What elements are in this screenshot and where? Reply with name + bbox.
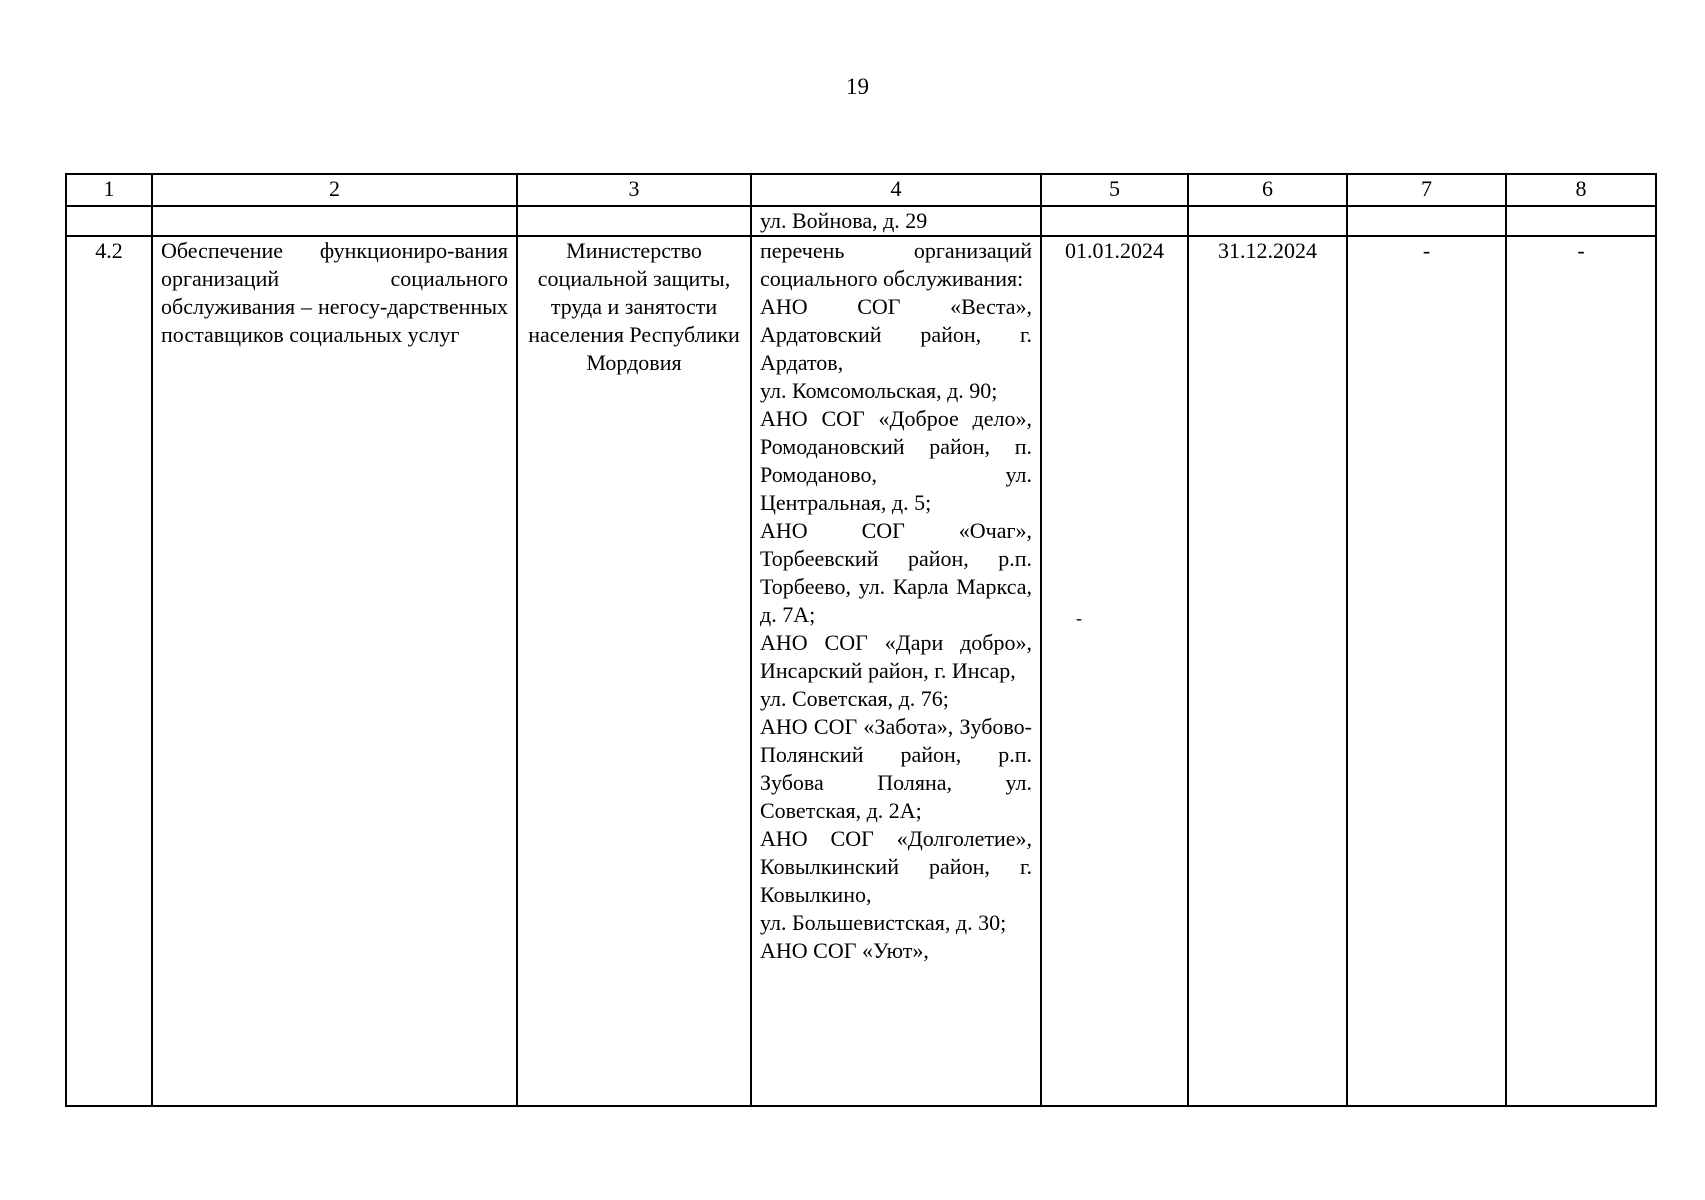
list-item: АНО СОГ «Долголетие», Ковылкинский район, г. Ковылкино,	[760, 826, 1032, 907]
row-number: 4.2	[66, 236, 152, 1106]
column-number: 5	[1041, 174, 1188, 206]
table-cell	[1041, 206, 1188, 236]
list-item: АНО СОГ «Доброе дело», Ромодановский район, п. Ромоданово, ул. Центральная, д. 5;	[760, 406, 1032, 515]
column-number: 2	[152, 174, 517, 206]
end-date: 31.12.2024	[1188, 236, 1347, 1106]
measure-description: Обеспечение функциониро-вания организаций социального обслуживания – негосу-дарственных поставщиков социальных услуг	[152, 236, 517, 1106]
table-cell	[1347, 206, 1506, 236]
page-number: 19	[846, 74, 869, 99]
document-table	[65, 173, 1657, 1107]
list-item: ул. Советская, д. 76;	[760, 686, 949, 711]
stray-mark: -	[1076, 608, 1082, 628]
table-cell	[517, 206, 751, 236]
column-7-value: -	[1347, 236, 1506, 1106]
column-number: 7	[1347, 174, 1506, 206]
list-item: АНО СОГ «Уют»,	[760, 938, 929, 963]
organization-list	[751, 236, 1041, 1106]
column-number: 4	[751, 174, 1041, 206]
list-item: ул. Большевистская, д. 30;	[760, 910, 1007, 935]
table-cell	[1188, 206, 1347, 236]
column-8-value: -	[1506, 236, 1656, 1106]
list-item: АНО СОГ «Забота», Зубово-Полянский район, р.п. Зубова Поляна, ул. Советская, д. 2А;	[760, 714, 1032, 823]
start-date: 01.01.2024	[1041, 236, 1188, 1106]
list-item: АНО СОГ «Веста», Ардатовский район, г. Ардатов,	[760, 294, 1032, 375]
table-cell	[66, 206, 152, 236]
column-number: 6	[1188, 174, 1347, 206]
column-number: 8	[1506, 174, 1656, 206]
table-cell	[152, 206, 517, 236]
table-row	[66, 236, 1656, 1106]
table-cell	[1506, 206, 1656, 236]
list-item: АНО СОГ «Очаг», Торбеевский район, р.п. Торбеево, ул. Карла Маркса, д. 7А;	[760, 518, 1032, 627]
continuation-row	[66, 206, 1656, 236]
list-item: АНО СОГ «Дари добро», Инсарский район, г. Инсар,	[760, 630, 1032, 683]
continuation-address: ул. Войнова, д. 29	[751, 206, 1041, 236]
column-number-row	[66, 174, 1656, 206]
column-number: 3	[517, 174, 751, 206]
list-item: ул. Комсомольская, д. 90;	[760, 378, 998, 403]
list-item: перечень организаций социального обслуживания:	[760, 238, 1032, 291]
column-number: 1	[66, 174, 152, 206]
responsible-executor: Министерство социальной защиты, труда и занятости населения Республики Мордовия	[517, 236, 751, 1106]
